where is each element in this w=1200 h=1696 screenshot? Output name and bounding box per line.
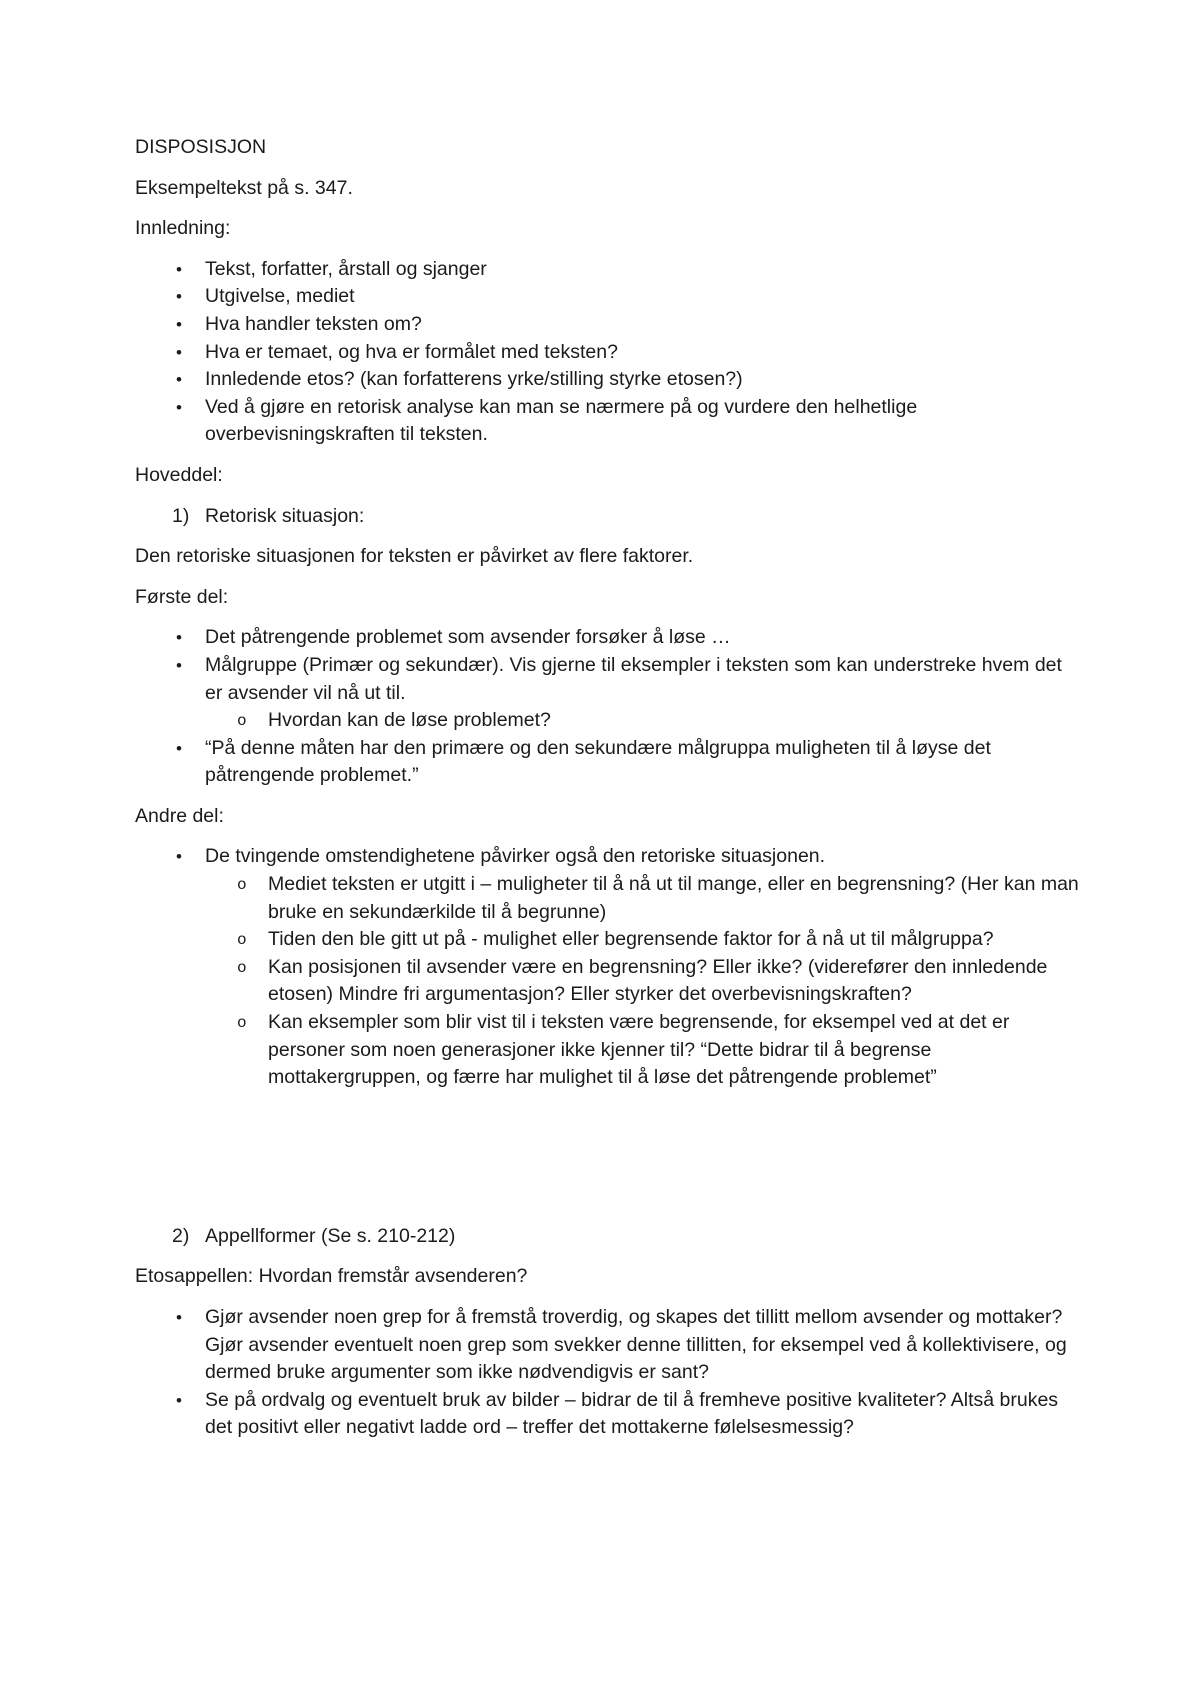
section-heading: Innledning: — [135, 217, 231, 240]
list-item — [135, 707, 1080, 735]
section-heading: Første del: — [135, 585, 229, 608]
numbered-heading-text: Retorisk situasjon: — [205, 504, 365, 527]
list-item — [135, 339, 1080, 367]
list-item-text: Kan eksempler som blir vist til i teksten være begrensende, for eksempel ved at det er personer som noen generasjoner ikke kjenner til? “Dette bidrar til å begrense mottakergruppen, og færre har mulighet til å løse det påtrengende problemet” — [268, 1011, 1010, 1089]
sub-bullet-icon: o — [237, 958, 247, 977]
list-item — [135, 1009, 1080, 1092]
bullet-list — [135, 256, 1080, 449]
list-item-text: Hvordan kan de løse problemet? — [268, 709, 551, 732]
bullet-icon: • — [176, 342, 182, 362]
paragraph: Eksempeltekst på s. 347. — [135, 176, 353, 199]
list-item-text: Kan posisjonen til avsender være en begrensning? Eller ikke? (viderefører den innledende etosen) Mindre fri argumentasjon? Eller styrker det overbevisningskraften? — [268, 955, 1048, 1006]
vertical-spacer — [135, 1105, 1080, 1223]
list-item-text: Se på ordvalg og eventuelt bruk av bilder – bidrar de til å fremheve positive kvaliteter? Altså brukes det positivt eller negativt ladde ord – treffer det mottakerne følelsesmessig? — [205, 1388, 1059, 1439]
list-item — [135, 1387, 1080, 1442]
list-item — [135, 871, 1080, 926]
list-item — [135, 843, 1080, 871]
list-item — [135, 1304, 1080, 1387]
list-item — [135, 954, 1080, 1009]
bullet-icon: • — [176, 1308, 182, 1327]
numbered-heading-text: Appellformer (Se s. 210-212) — [205, 1224, 456, 1247]
bullet-list — [135, 843, 1080, 1091]
paragraph: Etosappellen: Hvordan fremstår avsenderen? — [135, 1265, 528, 1288]
bullet-icon: • — [176, 628, 182, 648]
list-item-text: Innledende etos? (kan forfatterens yrke/stilling styrke etosen?) — [205, 368, 743, 391]
bullet-icon: • — [176, 655, 182, 675]
list-item — [135, 624, 1080, 652]
list-item — [135, 283, 1080, 311]
bullet-icon: • — [176, 259, 182, 279]
section-heading: Andre del: — [135, 804, 224, 827]
section-heading: Hoveddel: — [135, 463, 223, 486]
bullet-icon: • — [176, 287, 182, 307]
list-item — [135, 256, 1080, 284]
list-number: 1) — [172, 504, 190, 527]
list-item-text: Gjør avsender noen grep for å fremstå troverdig, og skapes det tillitt mellom avsender og mottaker? Gjør avsender eventuelt noen grep som svekker denne tillitten, for eksempel ved å kollektivisere, og dermed bruke argumenter som ikke nødvendigvis er sant? — [205, 1306, 1067, 1384]
sub-bullet-icon: o — [237, 1014, 247, 1033]
list-item-text: Hva handler teksten om? — [205, 312, 422, 335]
list-item — [135, 926, 1080, 954]
list-item-text: “På denne måten har den primære og den sekundære målgruppa muligheten til å løyse det påtrengende problemet.” — [205, 736, 991, 787]
list-item — [135, 311, 1080, 339]
list-item-text: De tvingende omstendighetene påvirker også den retoriske situasjonen. — [205, 845, 826, 868]
numbered-heading — [135, 503, 1080, 531]
list-item-text: Utgivelse, mediet — [205, 285, 355, 308]
bullet-icon: • — [176, 847, 182, 867]
list-item — [135, 366, 1080, 394]
list-item-text: Det påtrengende problemet som avsender forsøker å løse … — [205, 626, 731, 649]
sub-bullet-icon: o — [237, 931, 247, 950]
page-title: DISPOSISJON — [135, 136, 267, 158]
bullet-icon: • — [176, 738, 182, 758]
list-item-text: Ved å gjøre en retorisk analyse kan man se nærmere på og vurdere den helhetlige overbevisningskraften til teksten. — [205, 395, 918, 446]
list-item-text: Mediet teksten er utgitt i – muligheter til å nå ut til mange, eller en begrensning? (Her kan man bruke en sekundærkilde til å begrunne) — [268, 873, 1079, 923]
bullet-icon: • — [176, 314, 182, 334]
bullet-icon: • — [176, 1390, 182, 1410]
list-item-text: Målgruppe (Primær og sekundær). Vis gjerne til eksempler i teksten som kan understreke hvem det er avsender vil nå ut til. — [205, 653, 1062, 704]
sub-bullet-icon: o — [237, 876, 247, 895]
bullet-list — [135, 624, 1080, 790]
numbered-heading — [135, 1223, 1080, 1251]
list-item — [135, 735, 1080, 790]
list-item-text: Tiden den ble gitt ut på - mulighet eller begrensende faktor for å nå ut til målgruppa? — [268, 928, 994, 951]
sub-bullet-icon: o — [237, 712, 247, 731]
paragraph: Den retoriske situasjonen for teksten er påvirket av flere faktorer. — [135, 545, 694, 568]
bullet-icon: • — [176, 370, 182, 390]
list-item — [135, 394, 1080, 449]
list-number: 2) — [172, 1224, 190, 1247]
bullet-list — [135, 1304, 1080, 1442]
list-item — [135, 652, 1080, 707]
list-item-text: Tekst, forfatter, årstall og sjanger — [205, 257, 487, 280]
list-item-text: Hva er temaet, og hva er formålet med teksten? — [205, 340, 618, 363]
bullet-icon: • — [176, 397, 182, 417]
